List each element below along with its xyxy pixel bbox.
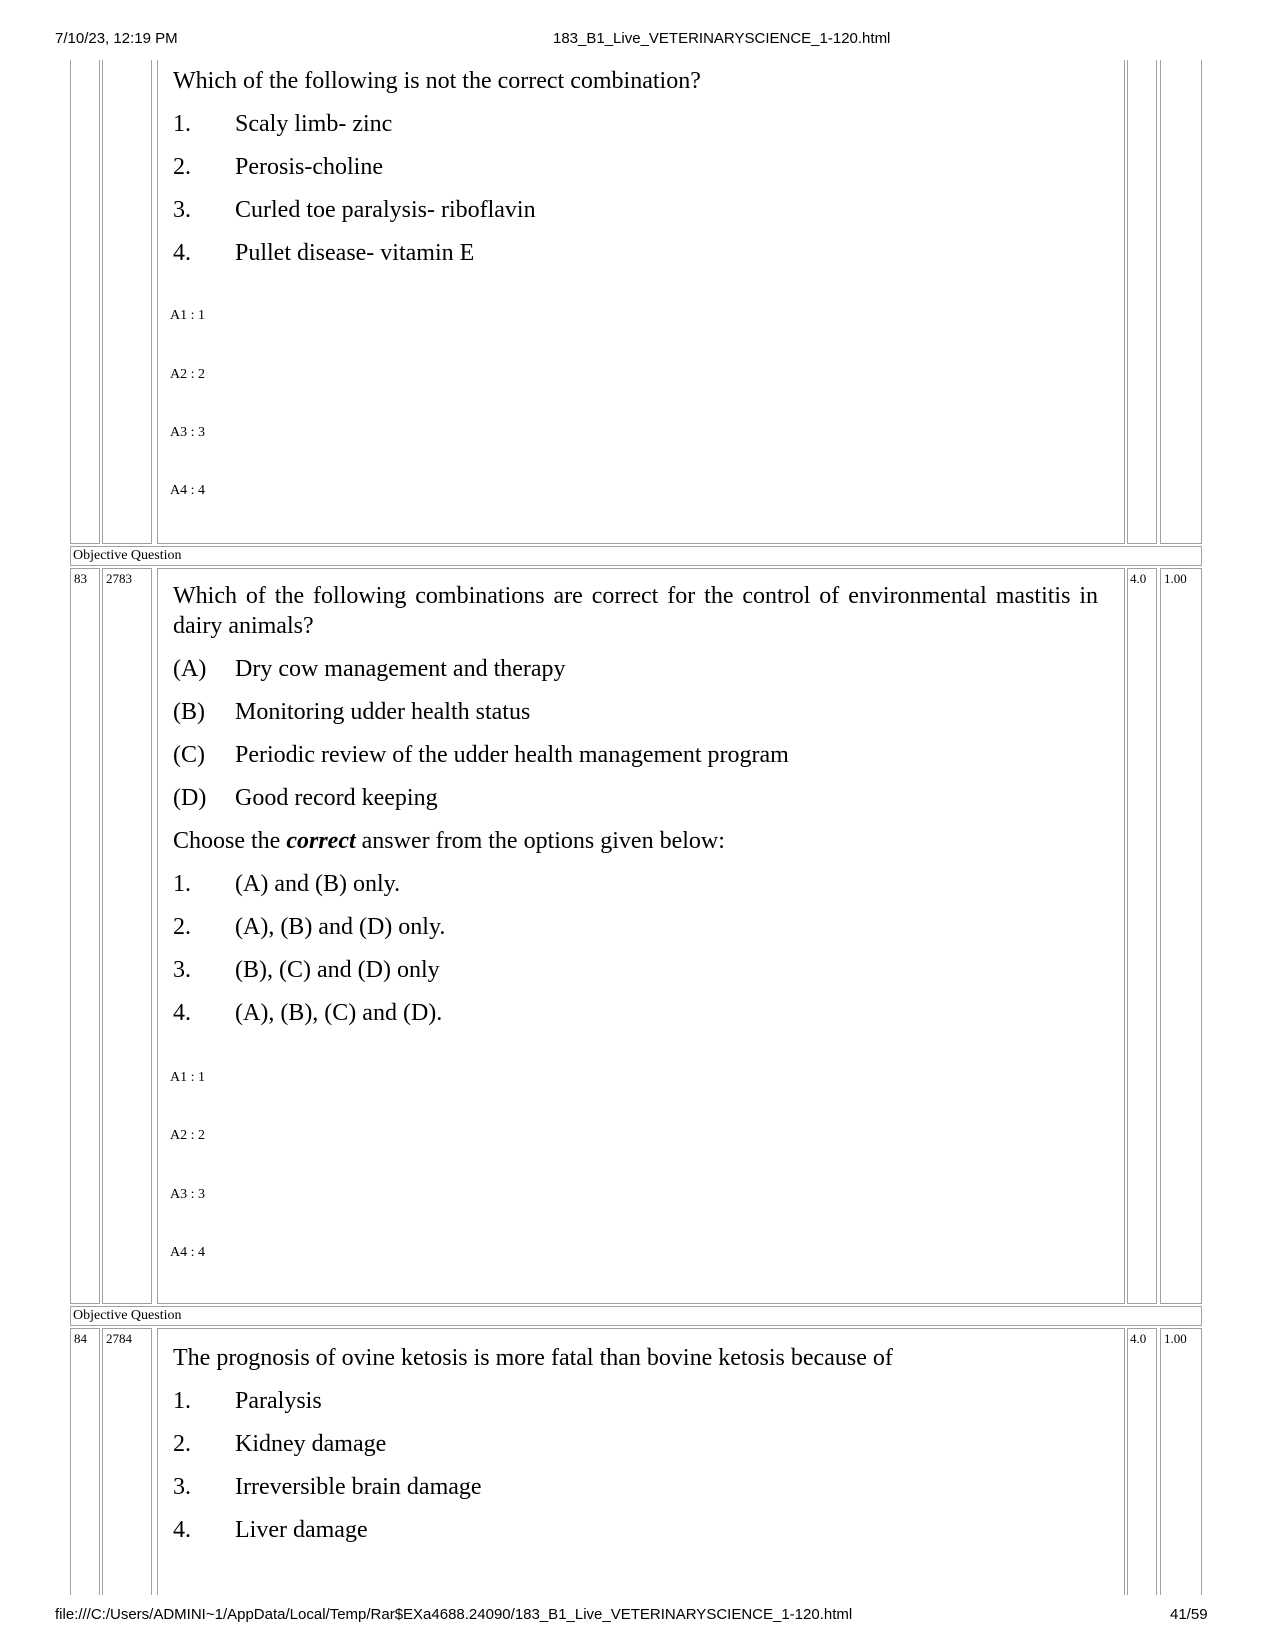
option-number: 1.	[173, 111, 191, 137]
option	[173, 194, 536, 226]
option	[173, 1385, 322, 1417]
option-text: Scaly limb- zinc	[235, 111, 393, 137]
statement-text: Periodic review of the udder health management program	[235, 742, 789, 768]
print-filename: 183_B1_Live_VETERINARYSCIENCE_1-120.html	[553, 30, 891, 47]
negative-cell	[1160, 60, 1202, 544]
marks-value: 4.0	[1130, 1331, 1147, 1346]
option-text: Pullet disease- vitamin E	[235, 240, 475, 266]
answer-option-4: A4 : 4	[170, 1245, 205, 1260]
statement-label: (D)	[173, 785, 207, 811]
marks-cell	[1127, 1328, 1157, 1595]
print-page-number: 41/59	[1170, 1606, 1208, 1623]
instruction-emphasis: correct	[286, 828, 356, 854]
question-type-label: Objective Question	[73, 548, 182, 563]
negative-cell	[1160, 1328, 1202, 1595]
answer-option-1: A1 : 1	[170, 1070, 205, 1085]
option-text: Liver damage	[235, 1517, 368, 1543]
option-text: (B), (C) and (D) only	[235, 957, 440, 983]
answer-option-1: A1 : 1	[170, 308, 205, 323]
qid-cell	[102, 1328, 152, 1595]
sno-cell	[70, 568, 100, 1304]
option-text: Kidney damage	[235, 1431, 387, 1457]
answer-option-2: A2 : 2	[170, 367, 205, 382]
qid-cell	[102, 60, 152, 544]
marks-cell	[1127, 60, 1157, 544]
option-text: Curled toe paralysis- riboflavin	[235, 197, 536, 223]
question-text: Which of the following is not the correct combination?	[173, 68, 701, 94]
question-id: 2784	[106, 1331, 132, 1346]
sno-cell	[70, 60, 100, 544]
option-number: 4.	[173, 240, 191, 266]
option-number: 2.	[173, 154, 191, 180]
option-number: 4.	[173, 1000, 191, 1026]
option	[173, 151, 383, 183]
answer-option-4: A4 : 4	[170, 483, 205, 498]
option-number: 1.	[173, 871, 191, 897]
marks-value: 4.0	[1130, 571, 1147, 586]
instruction-text: Choose the correct answer from the options given below:	[173, 828, 725, 854]
print-datetime: 7/10/23, 12:19 PM	[55, 30, 178, 47]
statement-label: (C)	[173, 742, 205, 768]
statement-text: Good record keeping	[235, 785, 438, 811]
question-text: The prognosis of ovine ketosis is more fatal than bovine ketosis because of	[173, 1345, 893, 1371]
option	[173, 1514, 368, 1546]
serial-number: 84	[74, 1331, 87, 1346]
option-number: 2.	[173, 1431, 191, 1457]
option-number: 4.	[173, 1517, 191, 1543]
option-text: (A), (B), (C) and (D).	[235, 1000, 443, 1026]
option	[173, 1428, 386, 1460]
statement	[173, 653, 566, 685]
statement-text: Dry cow management and therapy	[235, 656, 566, 682]
option-number: 2.	[173, 914, 191, 940]
option-text: Paralysis	[235, 1388, 322, 1414]
question-id: 2783	[106, 571, 132, 586]
option-number: 3.	[173, 957, 191, 983]
statement	[173, 782, 438, 814]
marks-cell	[1127, 568, 1157, 1304]
negative-marks-value: 1.00	[1164, 571, 1187, 586]
option-number: 3.	[173, 1474, 191, 1500]
option-text: (A), (B) and (D) only.	[235, 914, 446, 940]
option-number: 3.	[173, 197, 191, 223]
option	[173, 868, 400, 900]
option	[173, 1471, 482, 1503]
question-text: Which of the following combinations are correct for the control of environmental mastitis in dairy animals?	[173, 583, 1098, 639]
question-type-row	[70, 1306, 1202, 1326]
answer-option-3: A3 : 3	[170, 425, 205, 440]
option	[173, 997, 442, 1029]
question-type-row	[70, 546, 1202, 566]
answer-option-2: A2 : 2	[170, 1128, 205, 1143]
option	[173, 954, 440, 986]
option-text: Perosis-choline	[235, 154, 383, 180]
negative-marks-value: 1.00	[1164, 1331, 1187, 1346]
option-number: 1.	[173, 1388, 191, 1414]
print-file-path: file:///C:/Users/ADMINI~1/AppData/Local/Temp/Rar$EXa4688.24090/183_B1_Live_VETERINARYSCIENCE_1-120.html	[55, 1606, 853, 1623]
question-type-label: Objective Question	[73, 1308, 182, 1323]
statement-label: (A)	[173, 656, 207, 682]
option	[173, 108, 392, 140]
answer-option-3: A3 : 3	[170, 1187, 205, 1202]
statement	[173, 696, 530, 728]
option	[173, 911, 445, 943]
option-text: Irreversible brain damage	[235, 1474, 482, 1500]
statement-text: Monitoring udder health status	[235, 699, 531, 725]
sno-cell	[70, 1328, 100, 1595]
statement	[173, 739, 789, 771]
serial-number: 83	[74, 571, 87, 586]
qid-cell	[102, 568, 152, 1304]
statement-label: (B)	[173, 699, 205, 725]
option	[173, 237, 474, 269]
negative-cell	[1160, 568, 1202, 1304]
option-text: (A) and (B) only.	[235, 871, 401, 897]
